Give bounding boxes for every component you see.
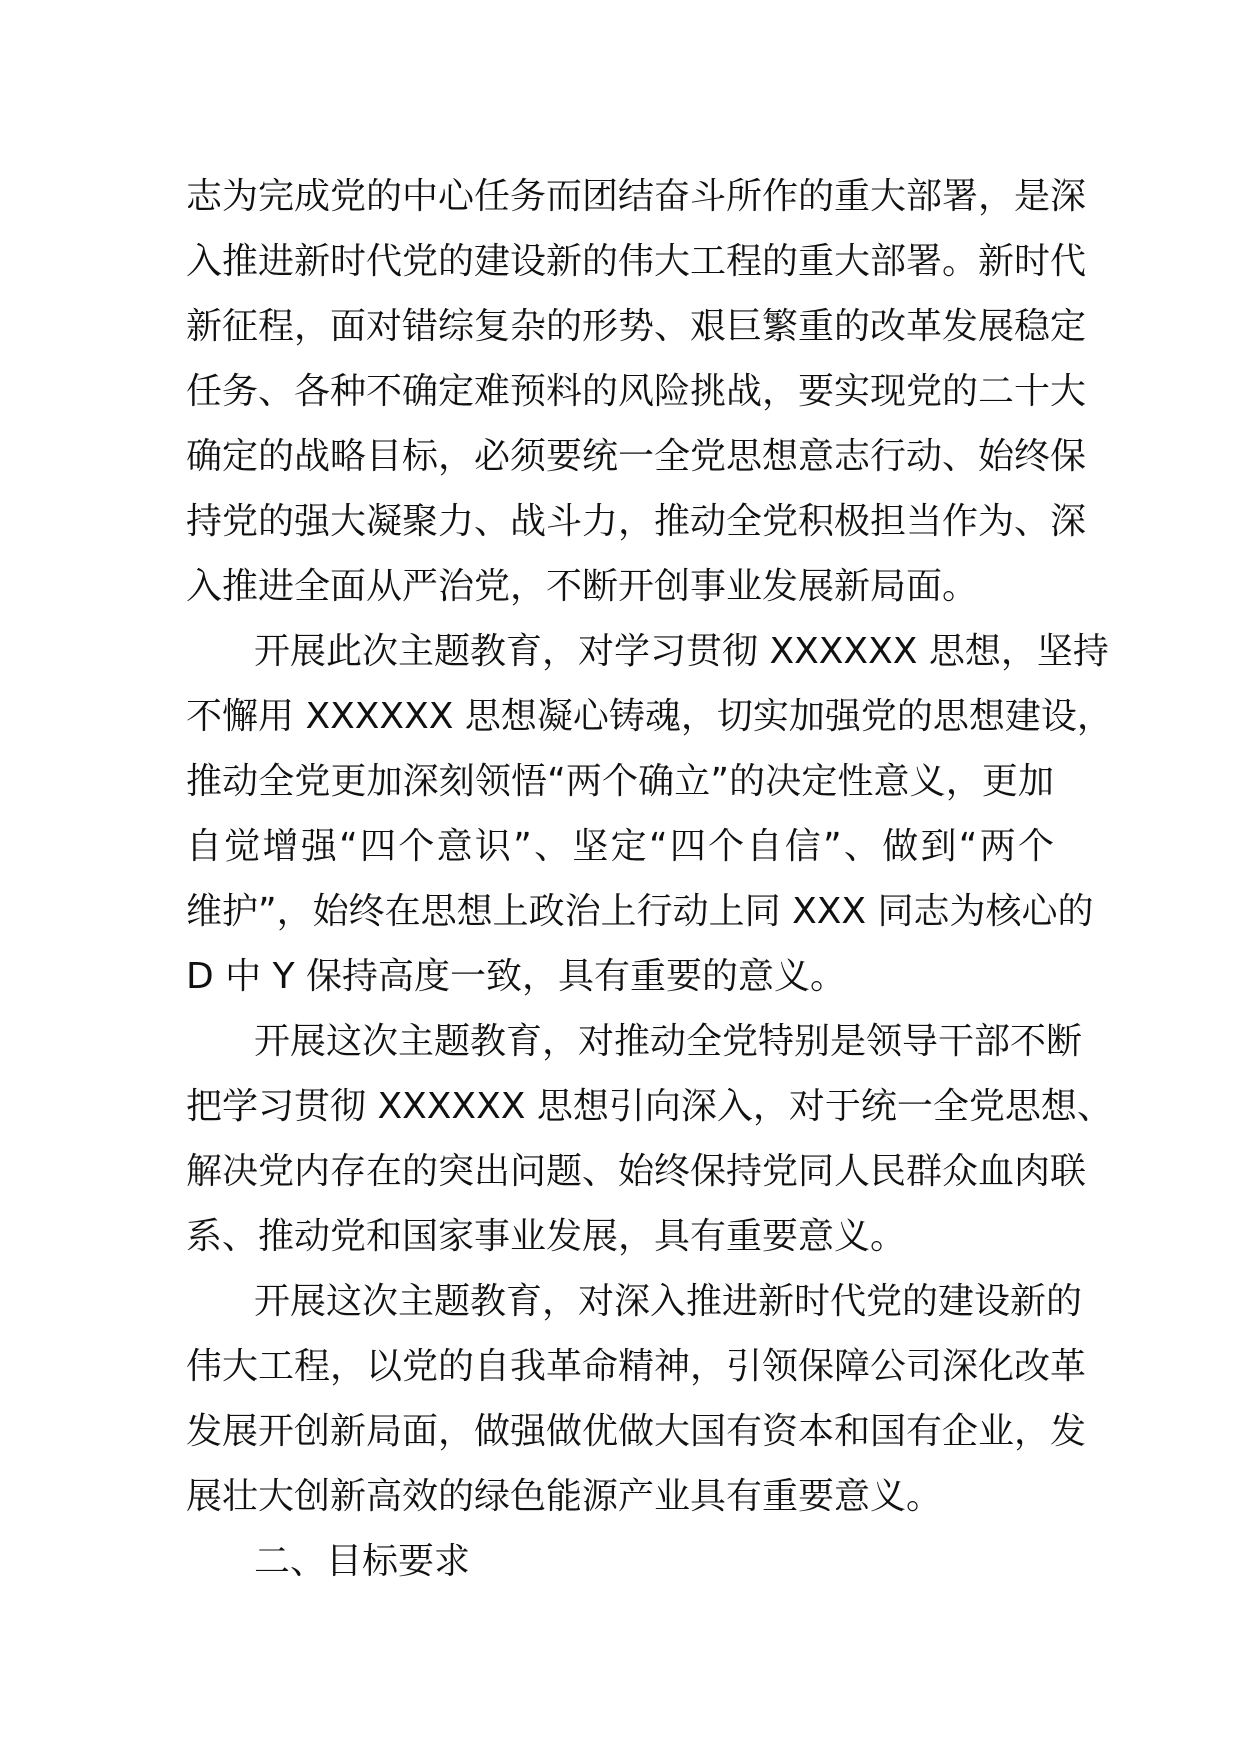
paragraph-line: 入推进全面从严治党，不断开创事业发展新局面。 — [186, 566, 979, 607]
paragraph-line: 展壮大创新高效的绿色能源产业具有重要意义。 — [186, 1476, 943, 1517]
paragraph-line: 确定的战略目标，必须要统一全党思想意志行动、始终保 — [186, 436, 1087, 477]
paragraph-line: 推动全党更加深刻领悟“两个确立”的决定性意义，更加 — [186, 761, 1054, 802]
paragraph-line: 任务、各种不确定难预料的风险挑战，要实现党的二十大 — [186, 371, 1087, 412]
paragraph-line: 志为完成党的中心任务而团结奋斗所作的重大部署，是深 — [186, 176, 1087, 217]
paragraph-line: D 中 Y 保持高度一致，具有重要的意义。 — [186, 956, 847, 997]
paragraph-line: 系、推动党和国家事业发展，具有重要意义。 — [186, 1216, 907, 1257]
paragraph-line: 自觉增强“四个意识”、坚定“四个自信”、做到“两个 — [186, 826, 1054, 867]
paragraph-line: 不懈用 XXXXXX 思想凝心铸魂，切实加强党的思想建设， — [186, 696, 1113, 737]
section-heading: 二、目标要求 — [254, 1541, 471, 1582]
paragraph-line: 维护”，始终在思想上政治上行动上同 XXX 同志为核心的 — [186, 891, 1094, 932]
paragraph-line: 新征程，面对错综复杂的形势、艰巨繁重的改革发展稳定 — [186, 306, 1087, 347]
paragraph-line: 入推进新时代党的建设新的伟大工程的重大部署。新时代 — [186, 241, 1087, 282]
document-body — [186, 164, 1113, 1594]
paragraph-line: 解决党内存在的突出问题、始终保持党同人民群众血肉联 — [186, 1151, 1087, 1192]
paragraph-line: 持党的强大凝聚力、战斗力，推动全党积极担当作为、深 — [186, 501, 1087, 542]
paragraph-line: 开展此次主题教育，对学习贯彻 XXXXXX 思想，坚持 — [254, 631, 1109, 672]
paragraph-line: 开展这次主题教育，对推动全党特别是领导干部不断 — [254, 1021, 1083, 1062]
paragraph-line: 发展开创新局面，做强做优做大国有资本和国有企业，发 — [186, 1411, 1087, 1452]
paragraph-line: 开展这次主题教育，对深入推进新时代党的建设新的 — [254, 1281, 1083, 1322]
paragraph-line: 把学习贯彻 XXXXXX 思想引向深入，对于统一全党思想、 — [186, 1086, 1113, 1127]
paragraph-line: 伟大工程，以党的自我革命精神，引领保障公司深化改革 — [186, 1346, 1087, 1387]
